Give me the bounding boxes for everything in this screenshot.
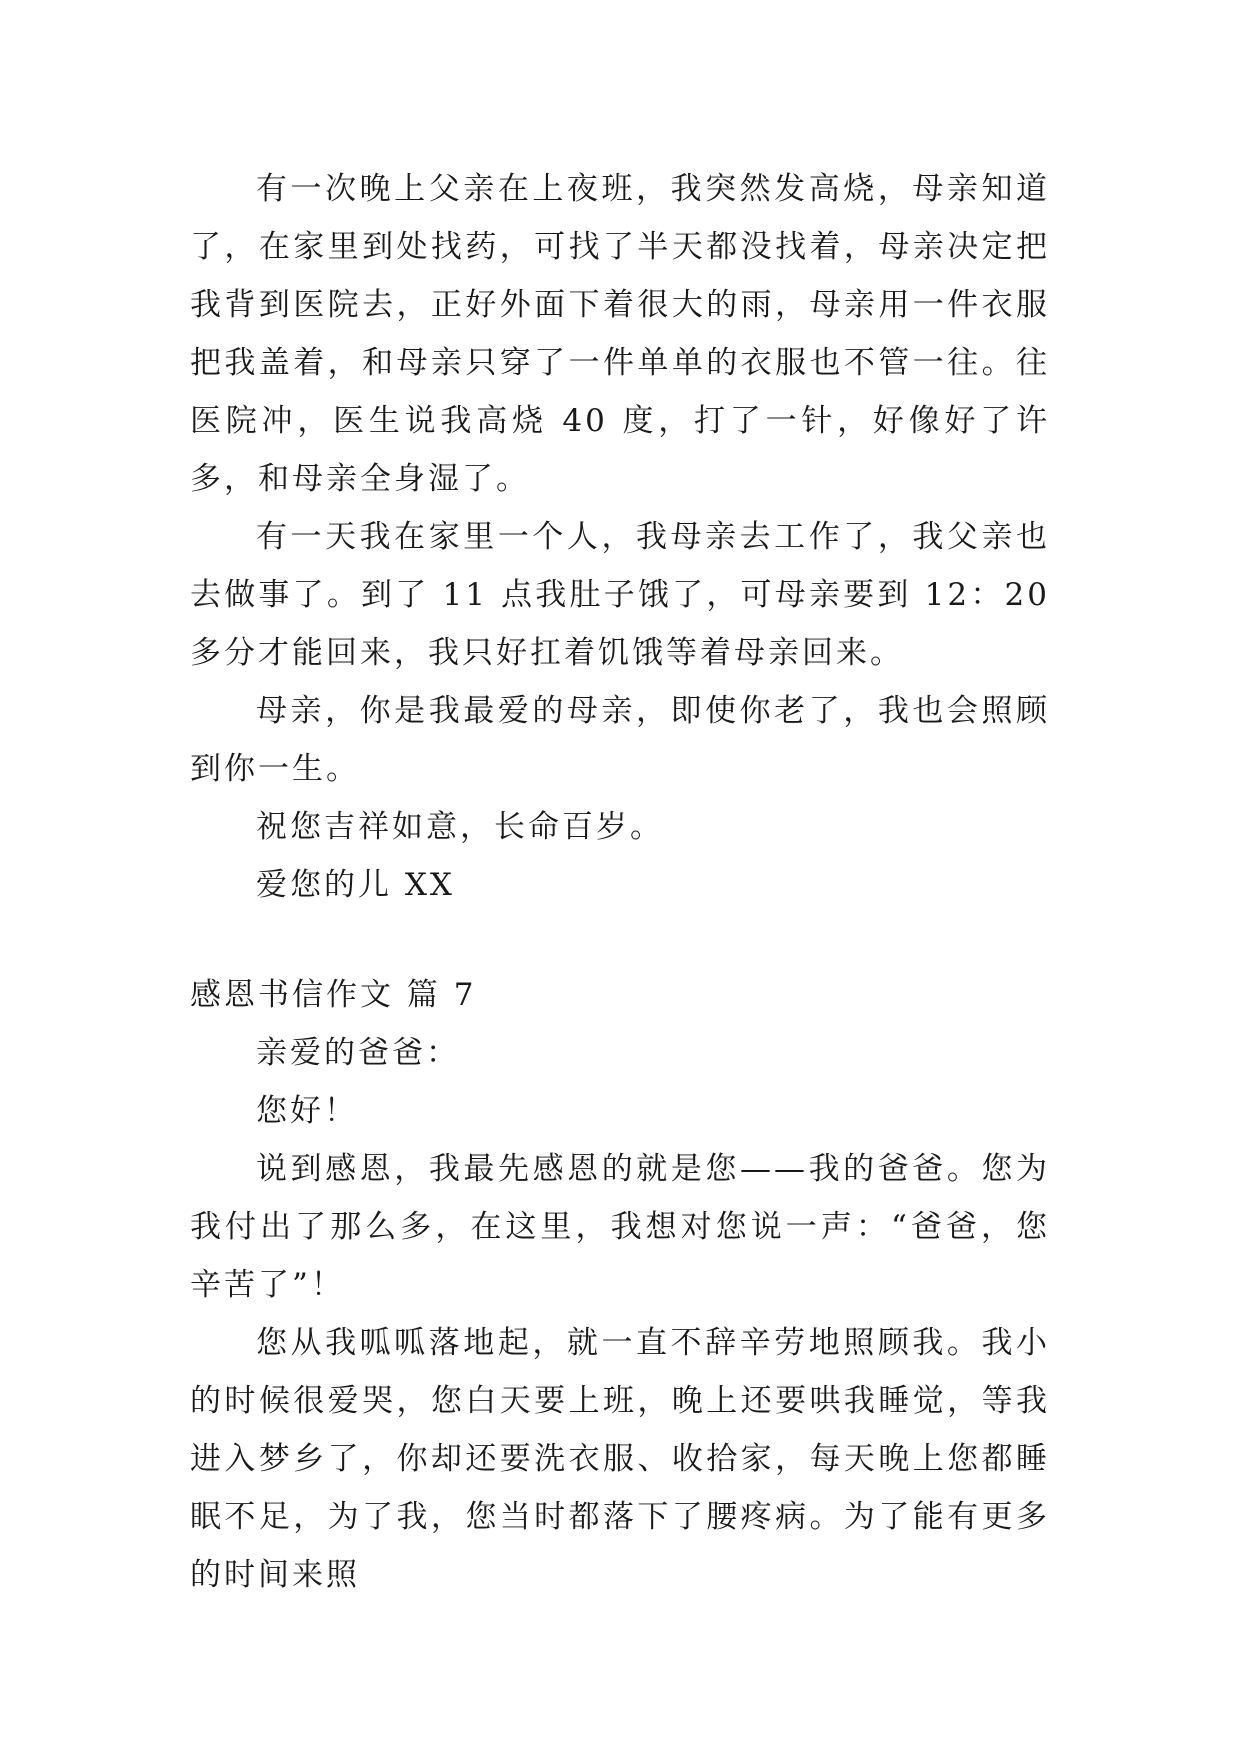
letter-greeting: 亲爱的爸爸： (256, 1035, 460, 1071)
section-gap (190, 914, 1050, 966)
paragraph-home-alone: 有一天我在家里一个人，我母亲去工作了，我父亲也去做事了。到了 11 点我肚子饿了，可母亲要到 12：20 多分才能回来，我只好扛着饥饿等着母亲回来。 (190, 519, 1050, 671)
paragraph-gratitude-father: 说到感恩，我最先感恩的就是您——我的爸爸。您为我付出了那么多，在这里，我想对您说一声：“爸爸，您辛苦了”！ (190, 1151, 1050, 1303)
letter-hello: 您好！ (256, 1093, 358, 1129)
section-title: 感恩书信作文 篇 7 (190, 977, 477, 1013)
paragraph-mother-hospital: 有一次晚上父亲在上夜班，我突然发高烧，母亲知道了，在家里到处找药，可找了半天都没找着，母亲决定把我背到医院去，正好外面下着很大的雨，母亲用一件衣服把我盖着，和母亲只穿了一件单单的衣服也不管一往。往医院冲，医生说我高烧 40 度，打了一针，好像好了许多，和母亲全身湿了。 (190, 171, 1050, 497)
paragraph-father-care: 您从我呱呱落地起，就一直不辞辛劳地照顾我。我小的时候很爱哭，您白天要上班，晚上还要哄我睡觉，等我进入梦乡了，你却还要洗衣服、收拾家，每天晚上您都睡眠不足，为了我，您当时都落下了腰疼病。为了能有更多的时间来照 (190, 1325, 1050, 1593)
document-page (190, 160, 1050, 1604)
paragraph-signature: 爱您的儿 XX (256, 867, 455, 903)
paragraph-love-mother: 母亲，你是我最爱的母亲，即使你老了，我也会照顾到你一生。 (190, 693, 1050, 787)
paragraph-blessing: 祝您吉祥如意，长命百岁。 (256, 809, 664, 845)
